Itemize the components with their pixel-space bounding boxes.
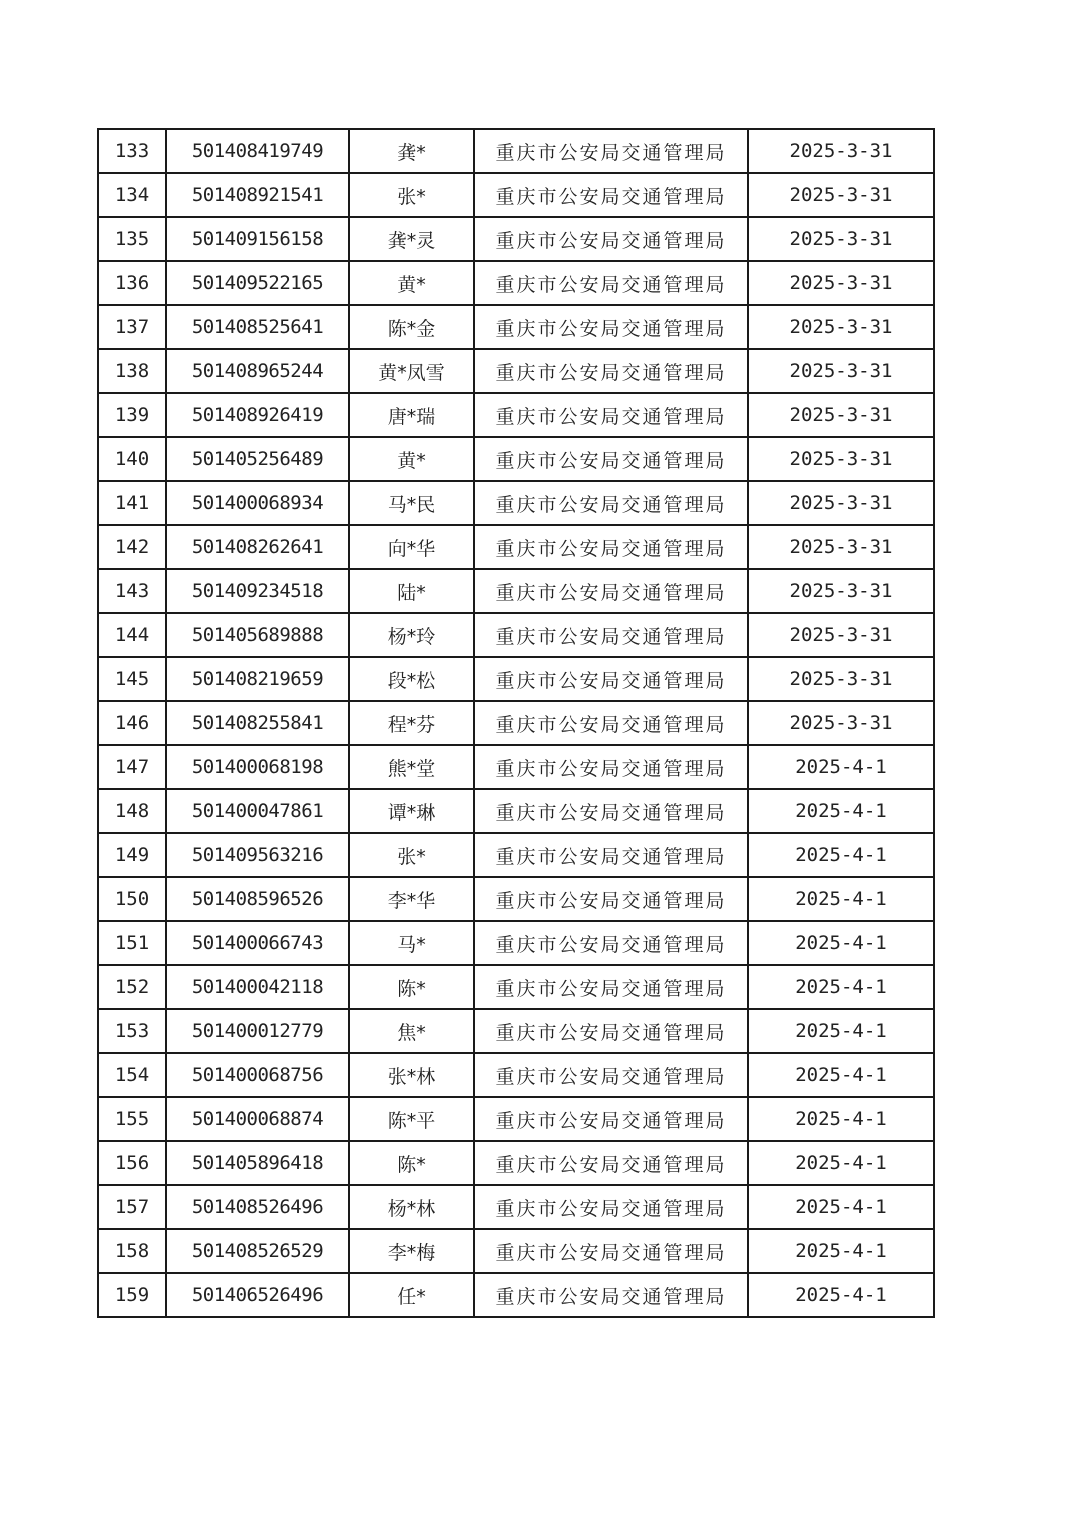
- person-name-cell: 黄*凤雪: [349, 349, 474, 393]
- organization-cell: 重庆市公安局交通管理局: [474, 305, 748, 349]
- date-cell: 2025-4-1: [748, 921, 934, 965]
- row-number-cell: 139: [98, 393, 166, 437]
- table-row: [98, 877, 934, 921]
- date-cell: 2025-3-31: [748, 217, 934, 261]
- person-name-cell: 龚*灵: [349, 217, 474, 261]
- table-row: [98, 525, 934, 569]
- row-number-cell: 154: [98, 1053, 166, 1097]
- organization-cell: 重庆市公安局交通管理局: [474, 437, 748, 481]
- account-number-cell: 501406526496: [166, 1273, 349, 1317]
- account-number-cell: 501400012779: [166, 1009, 349, 1053]
- row-number-cell: 145: [98, 657, 166, 701]
- person-name-cell: 陈*: [349, 965, 474, 1009]
- organization-cell: 重庆市公安局交通管理局: [474, 173, 748, 217]
- table-row: [98, 1097, 934, 1141]
- person-name-cell: 张*: [349, 833, 474, 877]
- date-cell: 2025-4-1: [748, 1273, 934, 1317]
- date-cell: 2025-3-31: [748, 129, 934, 173]
- table-row: [98, 481, 934, 525]
- date-cell: 2025-4-1: [748, 789, 934, 833]
- table-row: [98, 921, 934, 965]
- person-name-cell: 李*梅: [349, 1229, 474, 1273]
- account-number-cell: 501405256489: [166, 437, 349, 481]
- table-row: [98, 217, 934, 261]
- person-name-cell: 李*华: [349, 877, 474, 921]
- account-number-cell: 501400047861: [166, 789, 349, 833]
- account-number-cell: 501409563216: [166, 833, 349, 877]
- account-number-cell: 501408596526: [166, 877, 349, 921]
- person-name-cell: 黄*: [349, 437, 474, 481]
- person-name-cell: 陈*金: [349, 305, 474, 349]
- row-number-cell: 150: [98, 877, 166, 921]
- date-cell: 2025-3-31: [748, 525, 934, 569]
- person-name-cell: 张*林: [349, 1053, 474, 1097]
- date-cell: 2025-3-31: [748, 481, 934, 525]
- account-number-cell: 501408255841: [166, 701, 349, 745]
- organization-cell: 重庆市公安局交通管理局: [474, 1229, 748, 1273]
- table-row: [98, 657, 934, 701]
- organization-cell: 重庆市公安局交通管理局: [474, 965, 748, 1009]
- person-name-cell: 陈*: [349, 1141, 474, 1185]
- organization-cell: 重庆市公安局交通管理局: [474, 217, 748, 261]
- row-number-cell: 149: [98, 833, 166, 877]
- person-name-cell: 陆*: [349, 569, 474, 613]
- account-number-cell: 501408921541: [166, 173, 349, 217]
- table-row: [98, 305, 934, 349]
- person-name-cell: 马*: [349, 921, 474, 965]
- person-name-cell: 段*松: [349, 657, 474, 701]
- row-number-cell: 133: [98, 129, 166, 173]
- table-row: [98, 1009, 934, 1053]
- account-number-cell: 501405689888: [166, 613, 349, 657]
- person-name-cell: 张*: [349, 173, 474, 217]
- date-cell: 2025-4-1: [748, 745, 934, 789]
- organization-cell: 重庆市公安局交通管理局: [474, 349, 748, 393]
- account-number-cell: 501400068874: [166, 1097, 349, 1141]
- organization-cell: 重庆市公安局交通管理局: [474, 1141, 748, 1185]
- date-cell: 2025-4-1: [748, 1009, 934, 1053]
- person-name-cell: 陈*平: [349, 1097, 474, 1141]
- organization-cell: 重庆市公安局交通管理局: [474, 569, 748, 613]
- date-cell: 2025-4-1: [748, 833, 934, 877]
- table-row: [98, 1053, 934, 1097]
- person-name-cell: 任*: [349, 1273, 474, 1317]
- organization-cell: 重庆市公安局交通管理局: [474, 1097, 748, 1141]
- organization-cell: 重庆市公安局交通管理局: [474, 613, 748, 657]
- person-name-cell: 向*华: [349, 525, 474, 569]
- table-row: [98, 1141, 934, 1185]
- table-row: [98, 965, 934, 1009]
- row-number-cell: 156: [98, 1141, 166, 1185]
- row-number-cell: 153: [98, 1009, 166, 1053]
- account-number-cell: 501408526529: [166, 1229, 349, 1273]
- organization-cell: 重庆市公安局交通管理局: [474, 701, 748, 745]
- account-number-cell: 501400066743: [166, 921, 349, 965]
- person-name-cell: 焦*: [349, 1009, 474, 1053]
- person-name-cell: 杨*玲: [349, 613, 474, 657]
- account-number-cell: 501409522165: [166, 261, 349, 305]
- organization-cell: 重庆市公安局交通管理局: [474, 481, 748, 525]
- date-cell: 2025-4-1: [748, 877, 934, 921]
- account-number-cell: 501408419749: [166, 129, 349, 173]
- account-number-cell: 501409156158: [166, 217, 349, 261]
- account-number-cell: 501400042118: [166, 965, 349, 1009]
- person-name-cell: 熊*堂: [349, 745, 474, 789]
- account-number-cell: 501409234518: [166, 569, 349, 613]
- row-number-cell: 134: [98, 173, 166, 217]
- row-number-cell: 151: [98, 921, 166, 965]
- row-number-cell: 146: [98, 701, 166, 745]
- organization-cell: 重庆市公安局交通管理局: [474, 129, 748, 173]
- account-number-cell: 501405896418: [166, 1141, 349, 1185]
- table-row: [98, 1273, 934, 1317]
- organization-cell: 重庆市公安局交通管理局: [474, 1185, 748, 1229]
- row-number-cell: 142: [98, 525, 166, 569]
- account-number-cell: 501400068198: [166, 745, 349, 789]
- organization-cell: 重庆市公安局交通管理局: [474, 657, 748, 701]
- account-number-cell: 501408965244: [166, 349, 349, 393]
- person-name-cell: 龚*: [349, 129, 474, 173]
- organization-cell: 重庆市公安局交通管理局: [474, 261, 748, 305]
- row-number-cell: 143: [98, 569, 166, 613]
- organization-cell: 重庆市公安局交通管理局: [474, 1053, 748, 1097]
- date-cell: 2025-4-1: [748, 1229, 934, 1273]
- organization-cell: 重庆市公安局交通管理局: [474, 1273, 748, 1317]
- date-cell: 2025-3-31: [748, 701, 934, 745]
- row-number-cell: 148: [98, 789, 166, 833]
- organization-cell: 重庆市公安局交通管理局: [474, 833, 748, 877]
- person-name-cell: 谭*琳: [349, 789, 474, 833]
- row-number-cell: 138: [98, 349, 166, 393]
- row-number-cell: 152: [98, 965, 166, 1009]
- date-cell: 2025-4-1: [748, 965, 934, 1009]
- table-row: [98, 613, 934, 657]
- account-number-cell: 501408926419: [166, 393, 349, 437]
- row-number-cell: 155: [98, 1097, 166, 1141]
- person-name-cell: 程*芬: [349, 701, 474, 745]
- account-number-cell: 501408262641: [166, 525, 349, 569]
- table-row: [98, 1229, 934, 1273]
- organization-cell: 重庆市公安局交通管理局: [474, 525, 748, 569]
- date-cell: 2025-4-1: [748, 1141, 934, 1185]
- date-cell: 2025-4-1: [748, 1053, 934, 1097]
- organization-cell: 重庆市公安局交通管理局: [474, 921, 748, 965]
- table-row: [98, 701, 934, 745]
- row-number-cell: 157: [98, 1185, 166, 1229]
- table-row: [98, 261, 934, 305]
- table-row: [98, 569, 934, 613]
- account-number-cell: 501408525641: [166, 305, 349, 349]
- date-cell: 2025-3-31: [748, 305, 934, 349]
- row-number-cell: 135: [98, 217, 166, 261]
- table-row: [98, 789, 934, 833]
- table-row: [98, 393, 934, 437]
- row-number-cell: 137: [98, 305, 166, 349]
- date-cell: 2025-4-1: [748, 1097, 934, 1141]
- account-number-cell: 501400068934: [166, 481, 349, 525]
- table-row: [98, 833, 934, 877]
- date-cell: 2025-3-31: [748, 569, 934, 613]
- row-number-cell: 147: [98, 745, 166, 789]
- date-cell: 2025-3-31: [748, 393, 934, 437]
- row-number-cell: 158: [98, 1229, 166, 1273]
- date-cell: 2025-4-1: [748, 1185, 934, 1229]
- person-name-cell: 黄*: [349, 261, 474, 305]
- table-row: [98, 173, 934, 217]
- date-cell: 2025-3-31: [748, 173, 934, 217]
- organization-cell: 重庆市公安局交通管理局: [474, 1009, 748, 1053]
- row-number-cell: 136: [98, 261, 166, 305]
- account-number-cell: 501400068756: [166, 1053, 349, 1097]
- records-table-body: [98, 129, 934, 1317]
- records-table: [97, 128, 935, 1318]
- date-cell: 2025-3-31: [748, 349, 934, 393]
- organization-cell: 重庆市公安局交通管理局: [474, 745, 748, 789]
- organization-cell: 重庆市公安局交通管理局: [474, 877, 748, 921]
- date-cell: 2025-3-31: [748, 613, 934, 657]
- organization-cell: 重庆市公安局交通管理局: [474, 393, 748, 437]
- row-number-cell: 141: [98, 481, 166, 525]
- organization-cell: 重庆市公安局交通管理局: [474, 789, 748, 833]
- row-number-cell: 140: [98, 437, 166, 481]
- date-cell: 2025-3-31: [748, 657, 934, 701]
- person-name-cell: 马*民: [349, 481, 474, 525]
- account-number-cell: 501408219659: [166, 657, 349, 701]
- account-number-cell: 501408526496: [166, 1185, 349, 1229]
- table-row: [98, 1185, 934, 1229]
- table-row: [98, 437, 934, 481]
- table-row: [98, 745, 934, 789]
- date-cell: 2025-3-31: [748, 437, 934, 481]
- person-name-cell: 杨*林: [349, 1185, 474, 1229]
- table-row: [98, 349, 934, 393]
- date-cell: 2025-3-31: [748, 261, 934, 305]
- row-number-cell: 159: [98, 1273, 166, 1317]
- row-number-cell: 144: [98, 613, 166, 657]
- table-row: [98, 129, 934, 173]
- person-name-cell: 唐*瑞: [349, 393, 474, 437]
